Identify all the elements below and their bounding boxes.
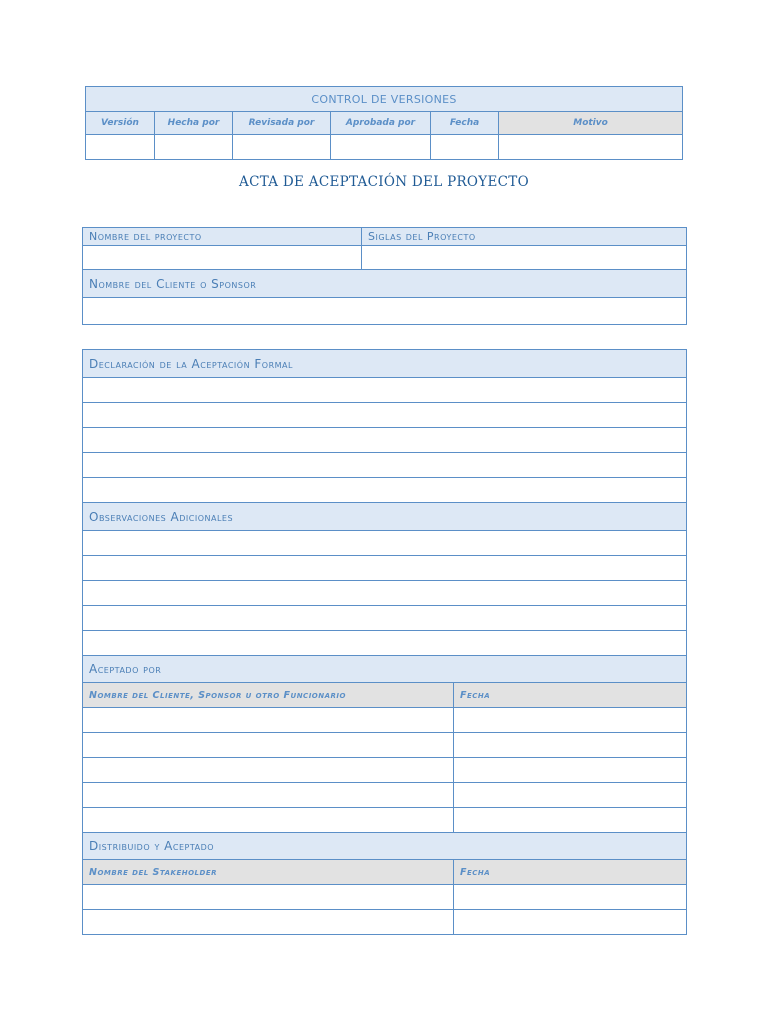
table-row — [83, 885, 687, 910]
table-row — [83, 808, 687, 833]
stakeholder-name-cell[interactable] — [83, 885, 454, 910]
accepted-by-name-cell[interactable] — [83, 783, 454, 808]
accepted-by-date-cell[interactable] — [454, 758, 687, 783]
accepted-by-date-cell[interactable] — [454, 783, 687, 808]
stakeholder-name-cell[interactable] — [83, 910, 454, 935]
table-row — [83, 910, 687, 935]
client-sponsor-field[interactable] — [83, 298, 687, 325]
formal-acceptance-line[interactable] — [83, 403, 687, 428]
observations-line[interactable] — [83, 581, 687, 606]
column-header-reviewed-by: Revisada por — [233, 112, 331, 135]
stakeholder-name-header: Nombre del Stakeholder — [83, 860, 454, 885]
version-cell[interactable] — [86, 135, 155, 160]
reason-cell[interactable] — [499, 135, 683, 160]
date-cell[interactable] — [431, 135, 499, 160]
observations-line[interactable] — [83, 631, 687, 656]
version-control-title: CONTROL DE VERSIONES — [86, 87, 683, 112]
accepted-by-date-cell[interactable] — [454, 808, 687, 833]
stakeholder-date-header: Fecha — [454, 860, 687, 885]
accepted-by-date-cell[interactable] — [454, 708, 687, 733]
table-row — [83, 708, 687, 733]
project-info-table — [82, 227, 687, 325]
accepted-by-date-header: Fecha — [454, 683, 687, 708]
approved-by-cell[interactable] — [331, 135, 431, 160]
formal-acceptance-title: Declaración de la Aceptación Formal — [83, 350, 687, 378]
column-header-date: Fecha — [431, 112, 499, 135]
accepted-by-name-header: Nombre del Cliente, Sponsor u otro Funcionario — [83, 683, 454, 708]
formal-acceptance-line[interactable] — [83, 453, 687, 478]
accepted-by-name-cell[interactable] — [83, 708, 454, 733]
accepted-by-name-cell[interactable] — [83, 758, 454, 783]
formal-acceptance-line[interactable] — [83, 428, 687, 453]
formal-acceptance-line[interactable] — [83, 478, 687, 503]
table-row — [86, 135, 683, 160]
accepted-by-date-cell[interactable] — [454, 733, 687, 758]
stakeholder-date-cell[interactable] — [454, 910, 687, 935]
observations-line[interactable] — [83, 531, 687, 556]
column-header-approved-by: Aprobada por — [331, 112, 431, 135]
project-acronym-field[interactable] — [362, 246, 687, 270]
reviewed-by-cell[interactable] — [233, 135, 331, 160]
project-acronym-label: Siglas del Proyecto — [362, 228, 687, 246]
column-header-reason: Motivo — [499, 112, 683, 135]
client-sponsor-label: Nombre del Cliente o Sponsor — [83, 270, 687, 298]
project-name-field[interactable] — [83, 246, 362, 270]
stakeholder-date-cell[interactable] — [454, 885, 687, 910]
acceptance-table — [82, 349, 687, 935]
observations-line[interactable] — [83, 606, 687, 631]
table-row — [83, 758, 687, 783]
distributed-title: Distribuido y Aceptado — [83, 833, 687, 860]
version-control-table — [85, 86, 683, 160]
accepted-by-name-cell[interactable] — [83, 733, 454, 758]
observations-title: Observaciones Adicionales — [83, 503, 687, 531]
made-by-cell[interactable] — [155, 135, 233, 160]
column-header-made-by: Hecha por — [155, 112, 233, 135]
accepted-by-title: Aceptado por — [83, 656, 687, 683]
page-title: ACTA DE ACEPTACIÓN DEL PROYECTO — [239, 174, 529, 190]
observations-line[interactable] — [83, 556, 687, 581]
accepted-by-name-cell[interactable] — [83, 808, 454, 833]
formal-acceptance-line[interactable] — [83, 378, 687, 403]
table-row — [83, 783, 687, 808]
table-row — [83, 733, 687, 758]
project-name-label: Nombre del proyecto — [83, 228, 362, 246]
column-header-version: Versión — [86, 112, 155, 135]
